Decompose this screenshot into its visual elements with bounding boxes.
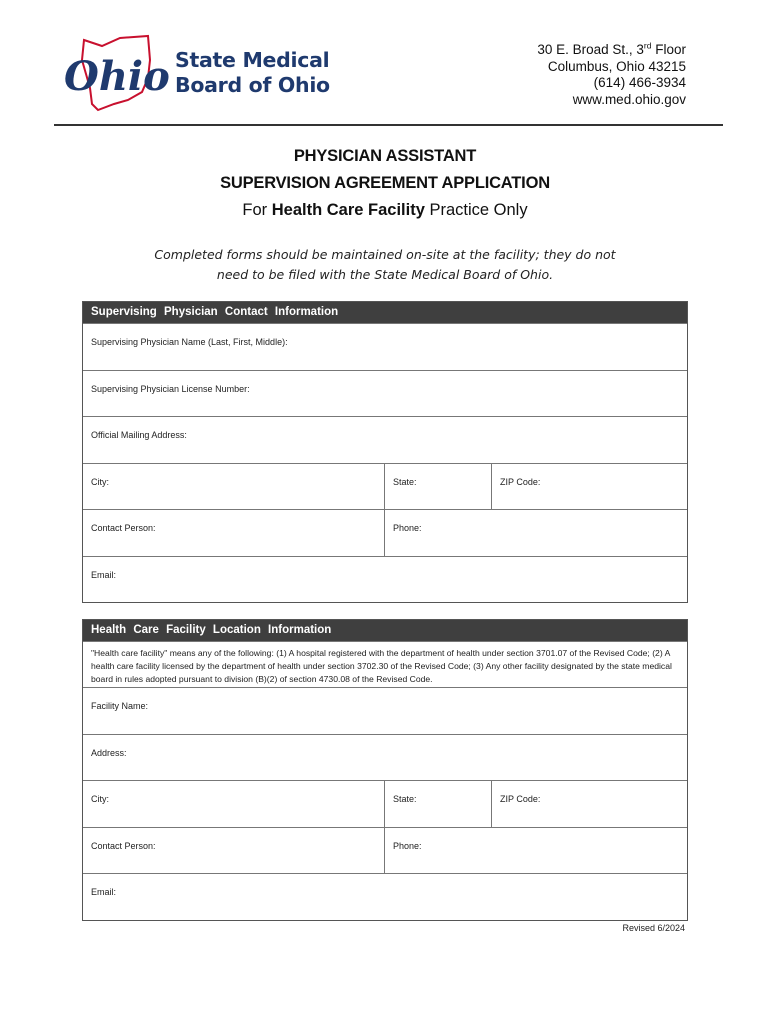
facility-city-field[interactable]: City: (91, 794, 109, 804)
address-street: 30 E. Broad St., 3 (537, 42, 644, 57)
city-field[interactable]: City: (91, 476, 109, 487)
revision-date: Revised 6/2024 (622, 923, 685, 933)
facility-contact-phone-row (83, 827, 687, 874)
facility-phone-field[interactable]: Phone: (384, 828, 687, 874)
address-line1 (537, 42, 686, 59)
license-number-row (83, 370, 687, 417)
header-divider (54, 124, 723, 126)
facility-email-row (83, 873, 687, 920)
city-state-zip-row (83, 463, 687, 510)
note-line2: need to be filed with the State Medical Board of Ohio. (216, 267, 554, 282)
address-line2: Columbus, Ohio 43215 (547, 58, 686, 74)
facility-zip-code-field[interactable]: ZIP Code: (491, 781, 687, 827)
title-line3-prefix: For (242, 201, 272, 219)
form-title (0, 143, 770, 224)
zip-code-field[interactable]: ZIP Code: (491, 464, 687, 510)
contact-person-field[interactable]: Contact Person: (91, 523, 156, 533)
health-care-facility-section (82, 619, 688, 921)
mailing-address-row (83, 416, 687, 463)
title-line1: PHYSICIAN ASSISTANT (293, 147, 477, 165)
license-number-field[interactable]: Supervising Physician License Number: (91, 383, 250, 394)
org-name-line1: State Medical (175, 48, 330, 72)
organization-name (175, 48, 330, 98)
ohio-logo (62, 34, 342, 112)
facility-address-row (83, 734, 687, 781)
note-line1: Completed forms should be maintained on-site at the facility; they do not (154, 247, 616, 262)
title-line3-suffix: Practice Only (424, 201, 528, 219)
contact-address-block (537, 42, 686, 108)
facility-email-field[interactable]: Email: (91, 887, 117, 897)
facility-city-state-zip-row (83, 780, 687, 827)
filing-note (0, 245, 770, 285)
address-ordinal: rd (643, 40, 652, 51)
facility-name-row (83, 687, 687, 734)
ohio-state-outline-icon (62, 34, 172, 112)
mailing-address-field[interactable]: Official Mailing Address: (91, 430, 187, 440)
title-line3 (0, 197, 770, 224)
section-heading: Supervising Physician Contact Information (83, 302, 687, 323)
facility-address-field[interactable]: Address: (91, 747, 127, 758)
state-field[interactable]: State: (384, 464, 491, 510)
logo-wordmark: Ohio (64, 53, 170, 100)
org-name-line2: Board of Ohio (175, 73, 330, 97)
email-row (83, 556, 687, 603)
phone-number: (614) 466-3934 (593, 75, 686, 90)
supervising-physician-section (82, 301, 688, 603)
facility-name-field[interactable]: Facility Name: (91, 701, 149, 711)
facility-definition-text: "Health care facility" means any of the following: (1) A hospital registered with the department of health under section 3701.07 of the Revised Code; (2) A health care facility licensed by the department of health under section 3702.30 of the Revised Code; (3) Any other facility designated by the state medical board in rules adopted pursuant to division (B)(2) of section 4730.08 of the Revised Code. (83, 641, 687, 687)
phone-field[interactable]: Phone: (384, 510, 687, 556)
section-heading: Health Care Facility Location Information (83, 620, 687, 641)
facility-state-field[interactable]: State: (384, 781, 491, 827)
website-link[interactable]: www.med.ohio.gov (572, 91, 686, 107)
title-line3-bold: Health Care Facility (271, 201, 425, 219)
address-floor: Floor (651, 42, 686, 57)
physician-name-field[interactable]: Supervising Physician Name (Last, First, Middle): (91, 337, 288, 347)
facility-contact-person-field[interactable]: Contact Person: (91, 840, 156, 851)
title-line2: SUPERVISION AGREEMENT APPLICATION (220, 174, 550, 192)
email-field[interactable]: Email: (91, 569, 117, 580)
contact-phone-row (83, 509, 687, 556)
physician-name-row (83, 323, 687, 370)
